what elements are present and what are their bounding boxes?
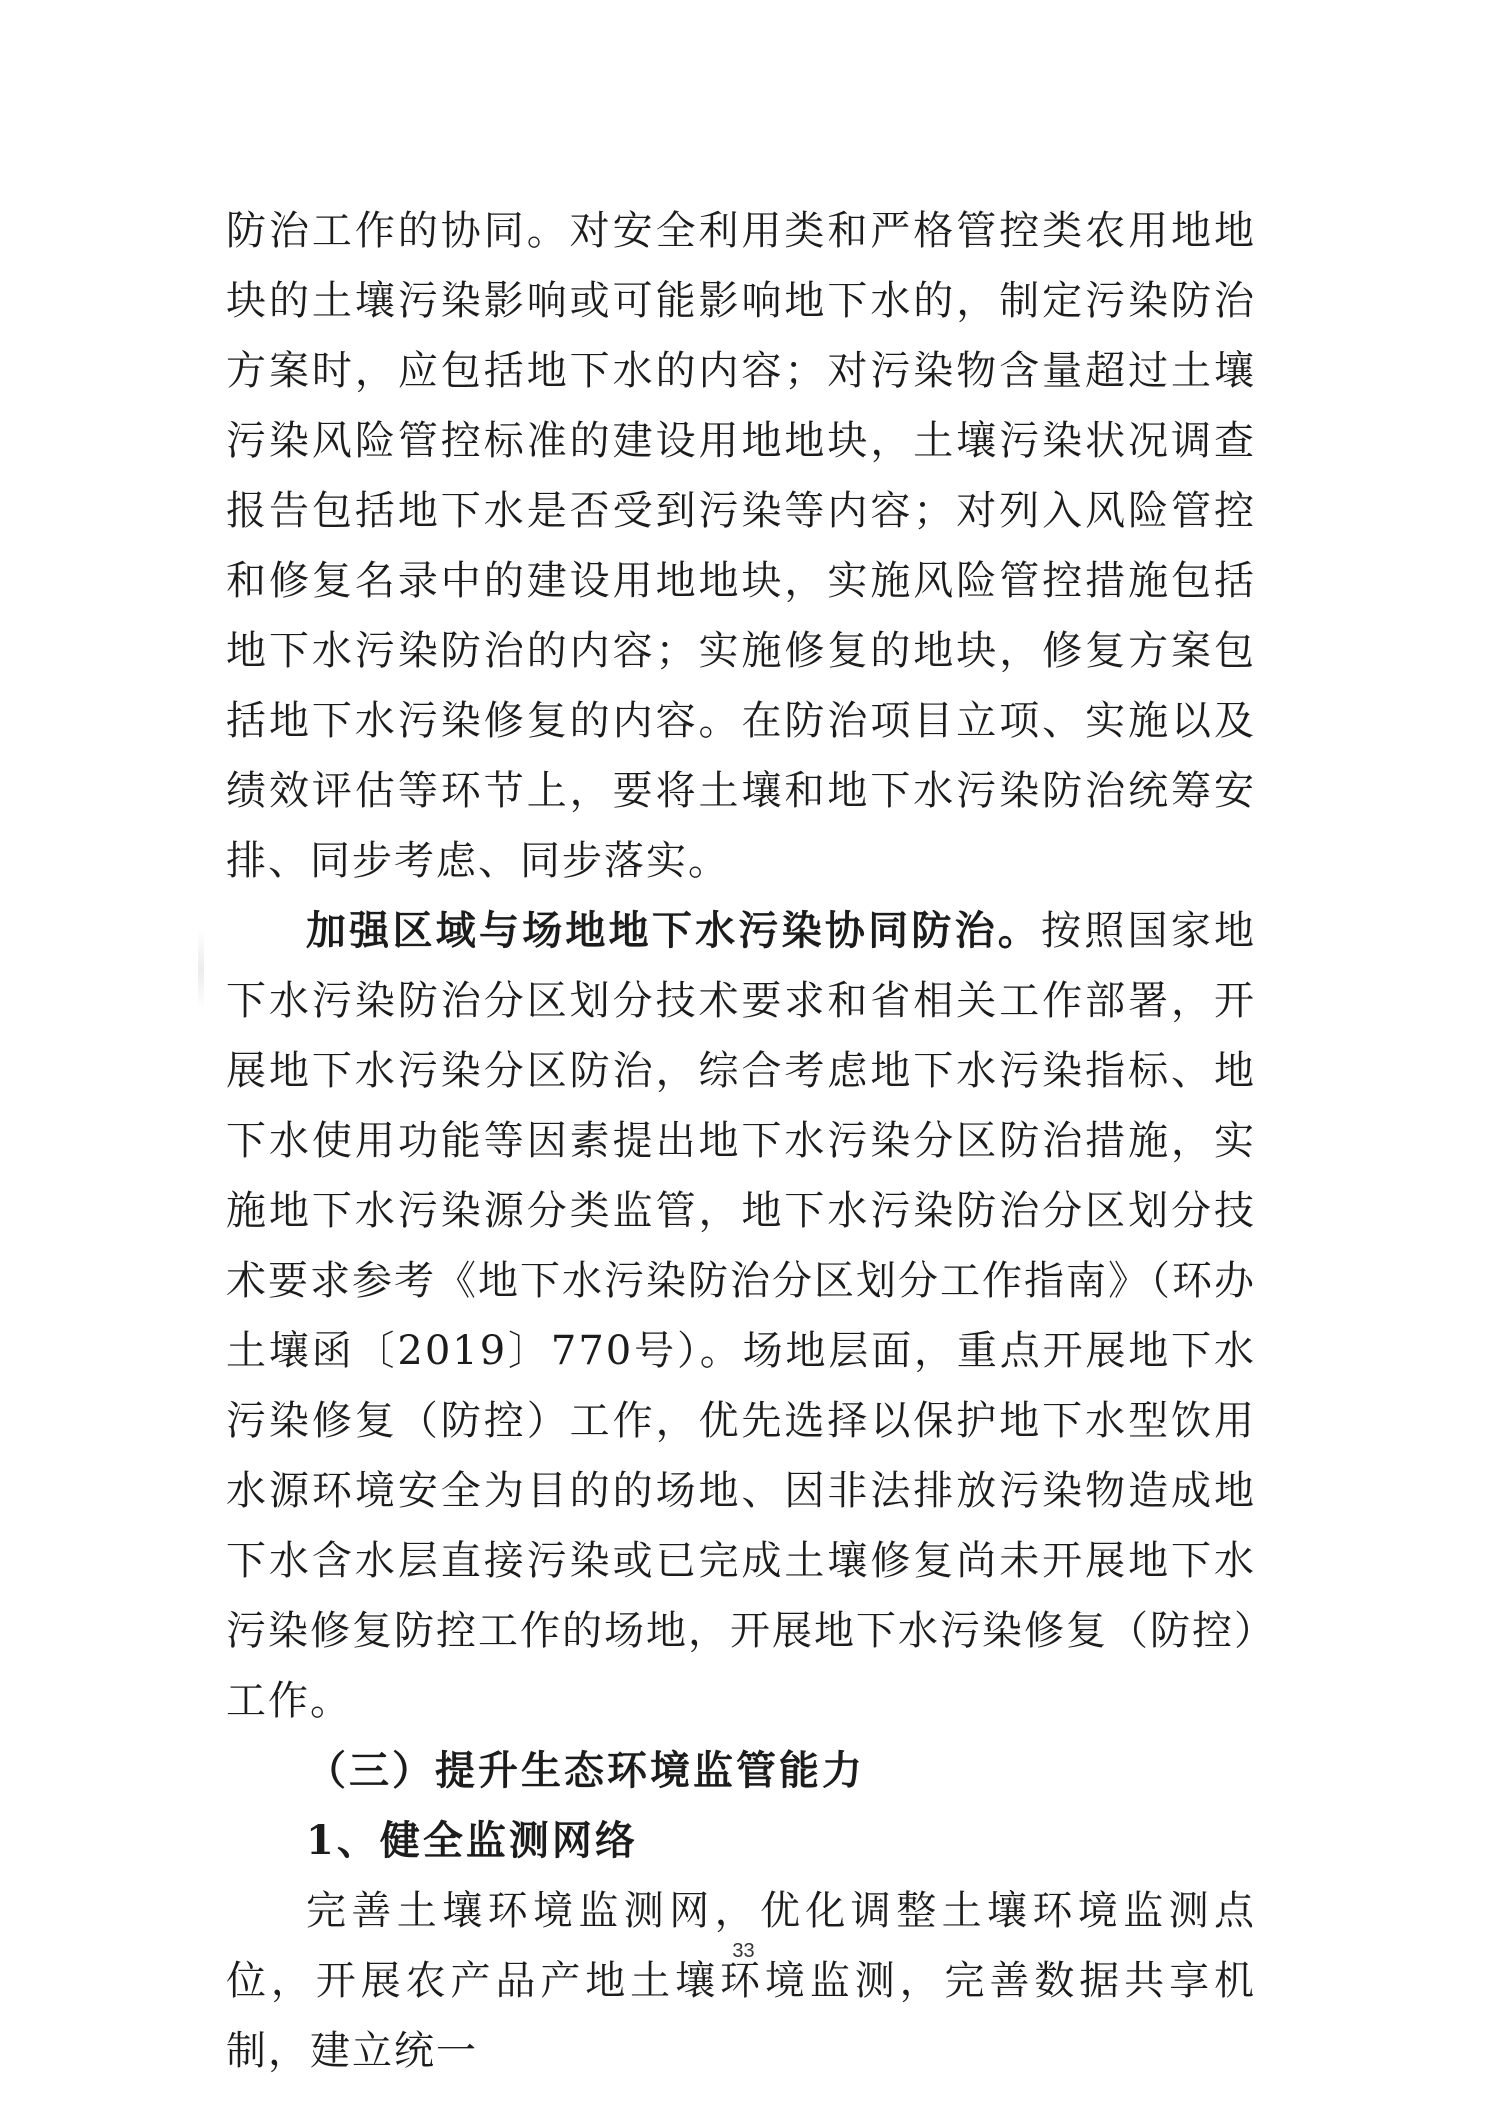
paragraph-continuation: 防治工作的协同。对安全利用类和严格管控类农用地地块的土壤污染影响或可能影响地下水的，制定污染防治方案时，应包括地下水的内容；对污染物含量超过土壤污染风险管控标准的建设用地地块，土壤污染状况调查报告包括地下水是否受到污染等内容；对列入风险管控和修复名录中的建设用地地块，实施风险管控措施包括地下水污染防治的内容；实施修复的地块，修复方案包括地下水污染修复的内容。在防治项目立项、实施以及绩效评估等环节上，要将土壤和地下水污染防治统筹安排、同步考虑、同步落实。 (226, 208, 1256, 884)
subsection-heading: 1、健全监测网络 (306, 1817, 638, 1864)
page-number: 33 (732, 1940, 755, 1962)
scan-artifact (198, 930, 204, 1010)
document-body (226, 196, 1256, 2086)
paragraph-body: 按照国家地下水污染防治分区划分技术要求和省相关工作部署，开展地下水污染分区防治，综合考虑地下水污染指标、地下水使用功能等因素提出地下水污染分区防治措施，实施地下水污染源分类监管，地下水污染防治分区划分技术要求参考《地下水污染防治分区划分工作指南》（环办土壤函〔2019〕770号）。场地层面，重点开展地下水污染修复（防控）工作，优先选择以保护地下水型饮用水源环境安全为目的的场地、因非法排放污染物造成地下水含水层直接污染或已完成土壤修复尚未开展地下水污染修复防控工作的场地，开展地下水污染修复（防控）工作。 (226, 908, 1256, 1724)
paragraph-monitoring: 完善土壤环境监测网，优化调整土壤环境监测点位，开展农产品产地土壤环境监测，完善数据共享机制，建立统一 (226, 1888, 1256, 2074)
paragraph-groundwater-control (226, 896, 1256, 1736)
paragraph-lead-bold: 加强区域与场地地下水污染协同防治。 (306, 907, 1042, 954)
section-heading: （三）提升生态环境监管能力 (306, 1747, 865, 1794)
